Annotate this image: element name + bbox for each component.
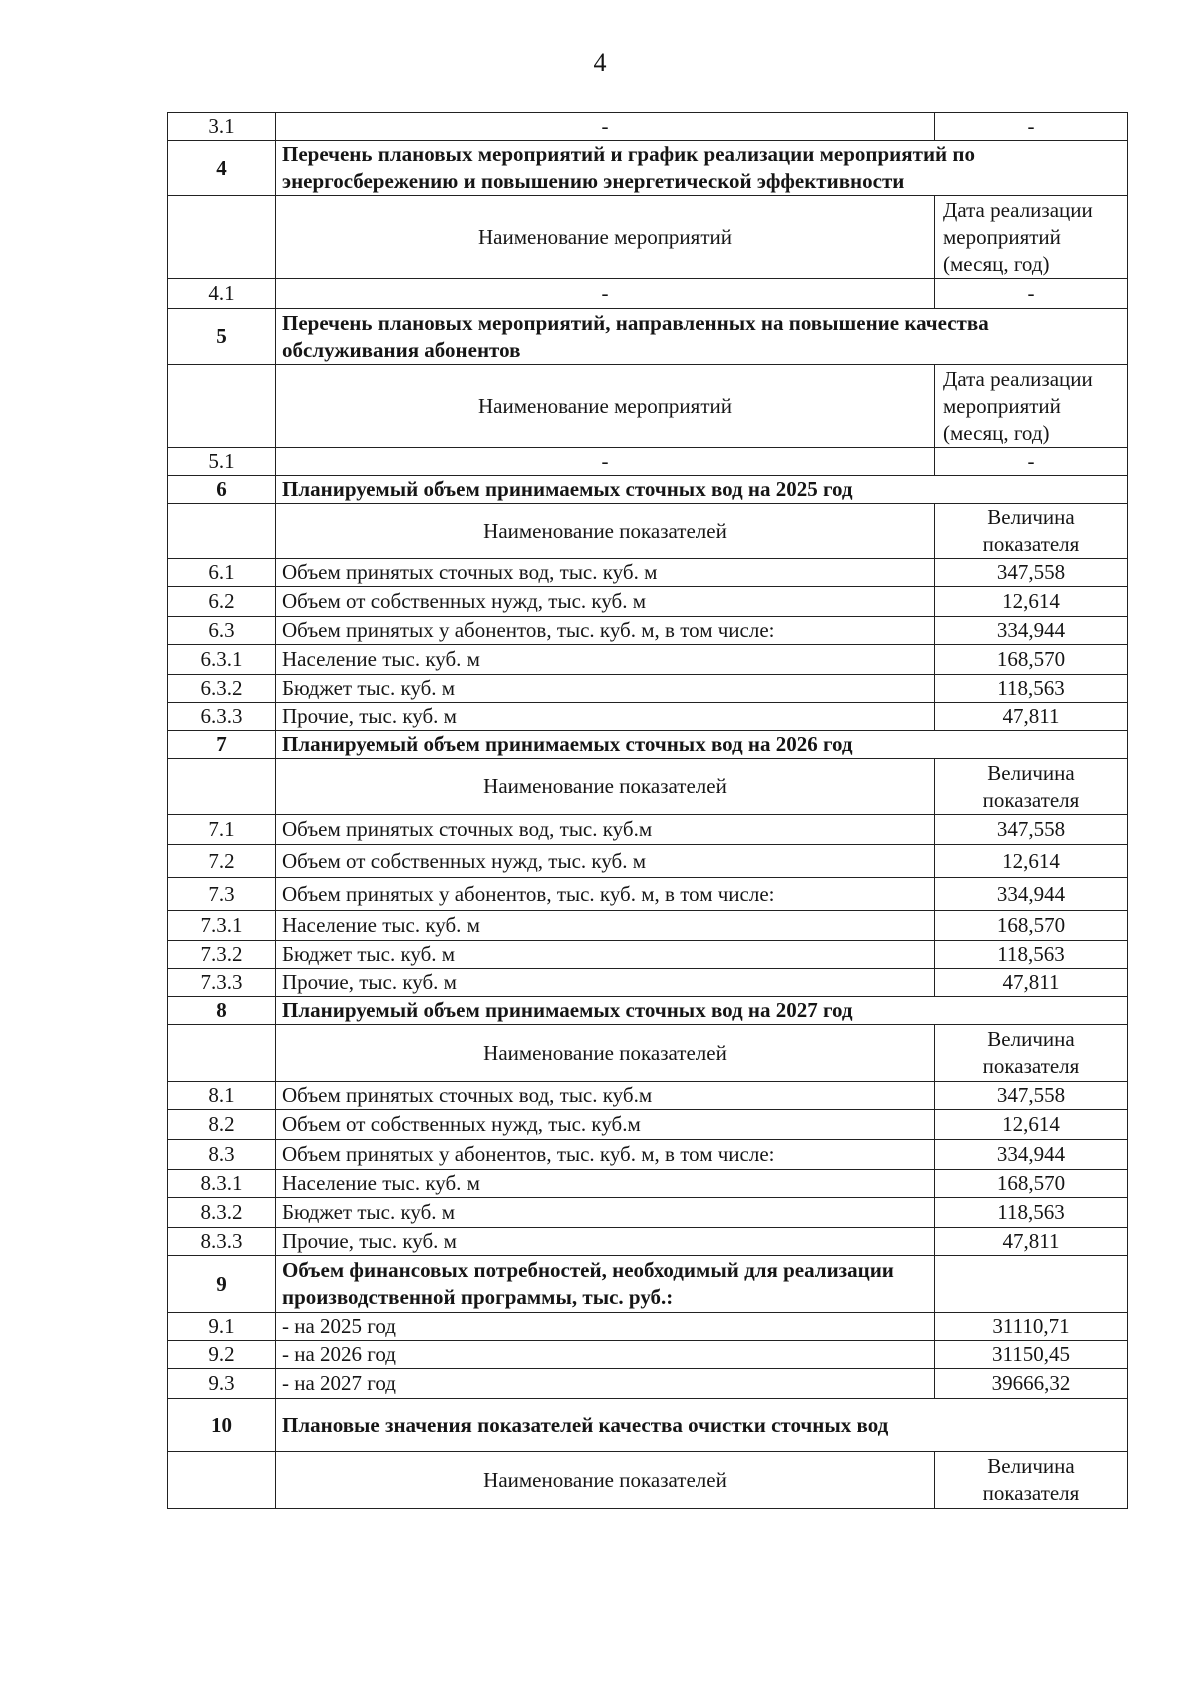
row-value: 168,570 (935, 645, 1128, 675)
column-header-value: Дата реализации мероприятий (месяц, год) (935, 365, 1128, 448)
row-name: Население тыс. куб. м (276, 645, 935, 675)
table-row (168, 1313, 1128, 1341)
column-header-name: Наименование показателей (276, 759, 935, 815)
column-header-name: Наименование мероприятий (276, 196, 935, 279)
section-number: 7 (168, 731, 276, 759)
row-number: 6.3.1 (168, 645, 276, 675)
section-row (168, 476, 1128, 504)
row-number: 7.3.3 (168, 969, 276, 997)
section-title: Перечень плановых мероприятий и график реализации мероприятий по энергосбережению и повышению энергетической эффективности (276, 141, 1128, 196)
row-number: 7.3 (168, 878, 276, 911)
row-name: - (276, 448, 935, 476)
header-row (168, 365, 1128, 448)
header-row (168, 1025, 1128, 1082)
row-number: 6.2 (168, 587, 276, 617)
row-name: Бюджет тыс. куб. м (276, 941, 935, 969)
section-number: 9 (168, 1256, 276, 1313)
section-title: Планируемый объем принимаемых сточных вод на 2025 год (276, 476, 1128, 504)
row-number: 3.1 (168, 113, 276, 141)
section-row (168, 309, 1128, 365)
row-value: 12,614 (935, 587, 1128, 617)
page-number: 4 (593, 48, 607, 77)
header-row (168, 759, 1128, 815)
row-name: Объем принятых у абонентов, тыс. куб. м, в том числе: (276, 617, 935, 645)
row-value: 334,944 (935, 617, 1128, 645)
row-number: 7.3.1 (168, 911, 276, 941)
column-header-name: Наименование мероприятий (276, 365, 935, 448)
table-row (168, 1082, 1128, 1110)
row-value: 12,614 (935, 845, 1128, 878)
row-name: Прочие, тыс. куб. м (276, 1228, 935, 1256)
section-title: Планируемый объем принимаемых сточных вод на 2027 год (276, 997, 1128, 1025)
section-title: Планируемый объем принимаемых сточных вод на 2026 год (276, 731, 1128, 759)
row-number: 6.1 (168, 559, 276, 587)
section-title: Плановые значения показателей качества очистки сточных вод (276, 1399, 1128, 1452)
row-name: Бюджет тыс. куб. м (276, 675, 935, 703)
row-value: - (935, 113, 1128, 141)
empty-cell (168, 365, 276, 448)
table-row (168, 675, 1128, 703)
row-name: - (276, 279, 935, 309)
row-name: Население тыс. куб. м (276, 911, 935, 941)
row-number: 6.3.2 (168, 675, 276, 703)
row-value: - (935, 279, 1128, 309)
table-row (168, 911, 1128, 941)
row-number: 9.3 (168, 1369, 276, 1399)
column-header-value: Величина показателя (935, 1025, 1128, 1082)
row-number: 6.3 (168, 617, 276, 645)
row-value: 168,570 (935, 1170, 1128, 1198)
row-name: Объем от собственных нужд, тыс. куб. м (276, 845, 935, 878)
column-header-name: Наименование показателей (276, 1452, 935, 1509)
row-value: 31110,71 (935, 1313, 1128, 1341)
row-name: Объем принятых сточных вод, тыс. куб.м (276, 1082, 935, 1110)
table-row (168, 559, 1128, 587)
row-value: - (935, 448, 1128, 476)
column-header-value: Величина показателя (935, 759, 1128, 815)
row-name: Объем от собственных нужд, тыс. куб.м (276, 1110, 935, 1140)
table-row (168, 1198, 1128, 1228)
column-header-name: Наименование показателей (276, 504, 935, 559)
table-row (168, 1140, 1128, 1170)
column-header-value: Величина показателя (935, 1452, 1128, 1509)
empty-cell (168, 1452, 276, 1509)
row-name: Объем принятых сточных вод, тыс. куб. м (276, 559, 935, 587)
row-number: 8.3 (168, 1140, 276, 1170)
empty-cell (168, 196, 276, 279)
row-number: 4.1 (168, 279, 276, 309)
table-row (168, 1341, 1128, 1369)
table-row (168, 645, 1128, 675)
program-table (167, 112, 1128, 1509)
section-row (168, 141, 1128, 196)
row-value: 118,563 (935, 675, 1128, 703)
row-value: 334,944 (935, 1140, 1128, 1170)
row-number: 7.1 (168, 815, 276, 845)
table-row (168, 279, 1128, 309)
table-row (168, 845, 1128, 878)
empty-cell (168, 759, 276, 815)
row-value: 47,811 (935, 1228, 1128, 1256)
row-value: 47,811 (935, 969, 1128, 997)
table-row (168, 1369, 1128, 1399)
section-number: 10 (168, 1399, 276, 1452)
row-number: 8.1 (168, 1082, 276, 1110)
header-row (168, 196, 1128, 279)
row-value: 47,811 (935, 703, 1128, 731)
section-number: 5 (168, 309, 276, 365)
row-name: Прочие, тыс. куб. м (276, 969, 935, 997)
table-row (168, 448, 1128, 476)
row-value: 31150,45 (935, 1341, 1128, 1369)
section-row (168, 1256, 1128, 1313)
row-number: 7.2 (168, 845, 276, 878)
row-name: - на 2027 год (276, 1369, 935, 1399)
table-row (168, 1110, 1128, 1140)
section-title: Объем финансовых потребностей, необходимый для реализации производственной программы, тыс. руб.: (276, 1256, 935, 1313)
empty-cell (168, 504, 276, 559)
table-row (168, 113, 1128, 141)
row-name: - на 2025 год (276, 1313, 935, 1341)
column-header-value: Дата реализации мероприятий (месяц, год) (935, 196, 1128, 279)
column-header-name: Наименование показателей (276, 1025, 935, 1082)
table-row (168, 969, 1128, 997)
table-row (168, 617, 1128, 645)
empty-cell (168, 1025, 276, 1082)
row-name: Объем принятых сточных вод, тыс. куб.м (276, 815, 935, 845)
row-number: 8.2 (168, 1110, 276, 1140)
section-number: 4 (168, 141, 276, 196)
table-row (168, 941, 1128, 969)
section-row (168, 731, 1128, 759)
row-name: Население тыс. куб. м (276, 1170, 935, 1198)
row-value: 347,558 (935, 559, 1128, 587)
table-row (168, 815, 1128, 845)
table-row (168, 878, 1128, 911)
empty-cell (935, 1256, 1128, 1313)
row-name: Прочие, тыс. куб. м (276, 703, 935, 731)
row-value: 118,563 (935, 1198, 1128, 1228)
row-number: 8.3.2 (168, 1198, 276, 1228)
row-name: Объем от собственных нужд, тыс. куб. м (276, 587, 935, 617)
row-value: 39666,32 (935, 1369, 1128, 1399)
row-name: - на 2026 год (276, 1341, 935, 1369)
row-number: 8.3.3 (168, 1228, 276, 1256)
header-row (168, 504, 1128, 559)
row-number: 7.3.2 (168, 941, 276, 969)
row-value: 347,558 (935, 1082, 1128, 1110)
row-value: 118,563 (935, 941, 1128, 969)
row-number: 9.2 (168, 1341, 276, 1369)
row-name: - (276, 113, 935, 141)
row-name: Объем принятых у абонентов, тыс. куб. м, в том числе: (276, 1140, 935, 1170)
section-row (168, 997, 1128, 1025)
table-row (168, 587, 1128, 617)
row-number: 6.3.3 (168, 703, 276, 731)
section-number: 8 (168, 997, 276, 1025)
row-value: 347,558 (935, 815, 1128, 845)
table-row (168, 1228, 1128, 1256)
row-value: 168,570 (935, 911, 1128, 941)
table-row (168, 703, 1128, 731)
row-number: 8.3.1 (168, 1170, 276, 1198)
section-number: 6 (168, 476, 276, 504)
section-title: Перечень плановых мероприятий, направленных на повышение качества обслуживания абонентов (276, 309, 1128, 365)
row-number: 5.1 (168, 448, 276, 476)
row-name: Объем принятых у абонентов, тыс. куб. м, в том числе: (276, 878, 935, 911)
section-row (168, 1399, 1128, 1452)
row-name: Бюджет тыс. куб. м (276, 1198, 935, 1228)
column-header-value: Величина показателя (935, 504, 1128, 559)
row-value: 12,614 (935, 1110, 1128, 1140)
header-row (168, 1452, 1128, 1509)
row-value: 334,944 (935, 878, 1128, 911)
row-number: 9.1 (168, 1313, 276, 1341)
table-row (168, 1170, 1128, 1198)
